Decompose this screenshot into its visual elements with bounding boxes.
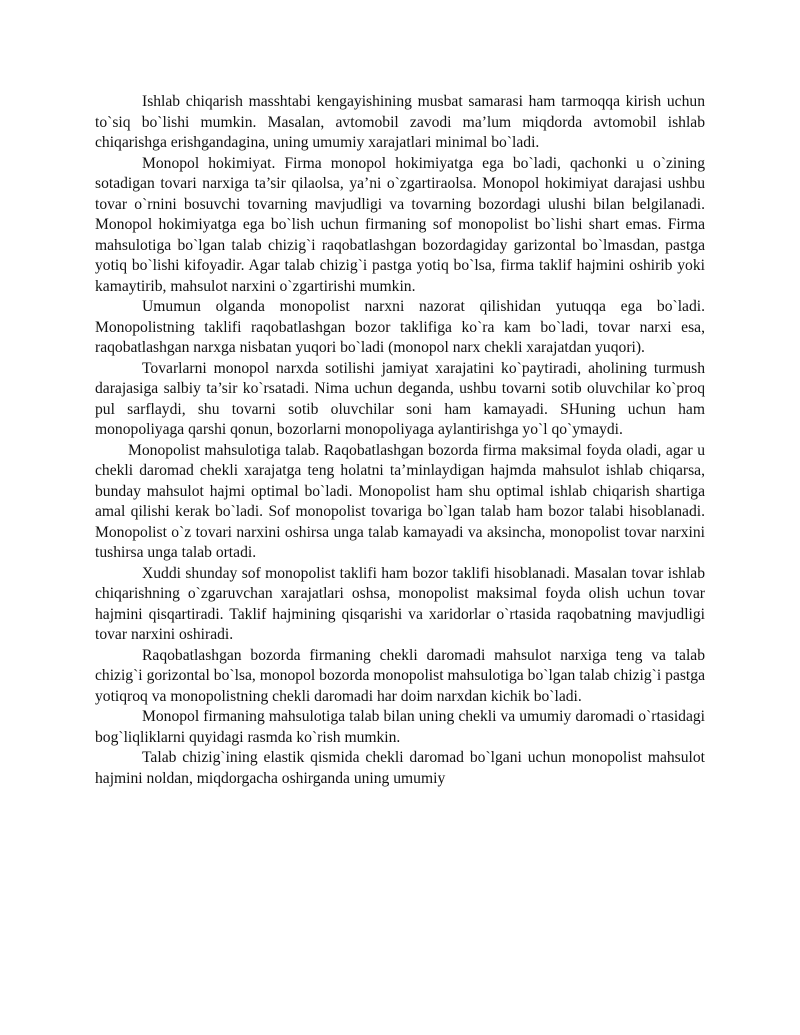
paragraph-monopolist-demand: Monopolist mahsulotiga talab. Raqobatlashgan bozorda firma maksimal foyda oladi, agar u chekli daromad chekli xarajatga teng holatni ta’minlaydigan hajmda mahsulot ishlab chiqarsa, bunday mahsulot hajmi optimal bo`ladi. Monopolist ham shu optimal ishlab chiqarish shartiga amal qilishi kerak bo`ladi. Sof monopolist tovariga bo`lgan talab ham bozor talabi hisoblanadi. Monopolist o`z tovari narxini oshirsa unga talab kamayadi va aksincha, monopolist tovar narxini tushirsa unga talab ortadi. (95, 441, 705, 561)
paragraph-elastic-demand: Talab chizig`ining elastik qismida chekli daromad bo`lgani uchun monopolist mahsulot hajmini noldan, miqdorgacha oshirganda uning umumiy (95, 749, 705, 787)
document-page (95, 92, 705, 789)
paragraph-monopolist-price-control: Umumun olganda monopolist narxni nazorat qilishidan yutuqqa ega bo`ladi. Monopolistning taklifi raqobatlashgan bozor taklifiga ko`ra kam bo`ladi, tovar narxi esa, raqobatlashgan narxga nisbatan yuqori bo`ladi (monopol narx chekli xarajatdan yuqori). (95, 298, 705, 356)
paragraph-monopoly-price-effects: Tovarlarni monopol narxda sotilishi jamiyat xarajatini ko`paytiradi, aholining turmush darajasiga salbiy ta’sir ko`rsatadi. Nima uchun deganda, ushbu tovarni sotib oluvchilar ko`proq pul sarflaydi, shu tovarni sotib oluvchilar soni ham kamayadi. SHuning uchun ham monopoliyaga qarshi qonun, bozorlarni monopoliyaga aylantirishga yo`l qo`ymaydi. (95, 359, 705, 438)
paragraph-monopolist-supply: Xuddi shunday sof monopolist taklifi ham bozor taklifi hisoblanadi. Masalan tovar ishlab chiqarishning o`zgaruvchan xarajatlari oshsa, monopolist maksimal foyda olish uchun tovar hajmini qisqartiradi. Taklif hajmining qisqarishi va xaridorlar o`rtasida raqobatning mavjudligi tovar narxini oshiradi. (95, 564, 705, 643)
paragraph-marginal-revenue: Raqobatlashgan bozorda firmaning chekli daromadi mahsulot narxiga teng va talab chizig`i gorizontal bo`lsa, monopol bozorda monopolist mahsulotiga bo`lgan talab chizig`i pastga yotiqroq va monopolistning chekli daromadi har doim narxdan kichik bo`ladi. (95, 646, 705, 705)
paragraph-production-scale: Ishlab chiqarish masshtabi kengayishining musbat samarasi ham tarmoqqa kirish uchun to`siq bo`lishi mumkin. Masalan, avtomobil zavodi ma’lum miqdorda avtomobil ishlab chiqarishga erishgandagina, uning umumiy xarajatlari minimal bo`ladi. (95, 93, 705, 151)
paragraph-monopoly-power: Monopol hokimiyat. Firma monopol hokimiyatga ega bo`ladi, qachonki u o`zining sotadigan tovari narxiga ta’sir qilaolsa, ya’ni o`zgartiraolsa. Monopol hokimiyat darajasi ushbu tovar o`rnini bosuvchi tovarning mavjudligi va tovarning bozordagi ulushi bilan belgilanadi. Monopol hokimiyatga ega bo`lish uchun firmaning sof monopolist bo`lishi shart emas. Firma mahsulotiga bo`lgan talab chizig`i raqobatlashgan bozordagiday garizontal bo`lmasdan, pastga yotiq bo`lishi kifoyadir. Agar talab chizig`i pastga yotiq bo`lsa, firma taklif hajmini oshirib yoki kamaytirib, mahsulot narxini o`zgartirishi mumkin. (95, 154, 705, 295)
paragraph-demand-revenue-relation: Monopol firmaning mahsulotiga talab bilan uning chekli va umumiy daromadi o`rtasidagi bog`liqliklarni quyidagi rasmda ko`rish mumkin. (95, 708, 705, 746)
